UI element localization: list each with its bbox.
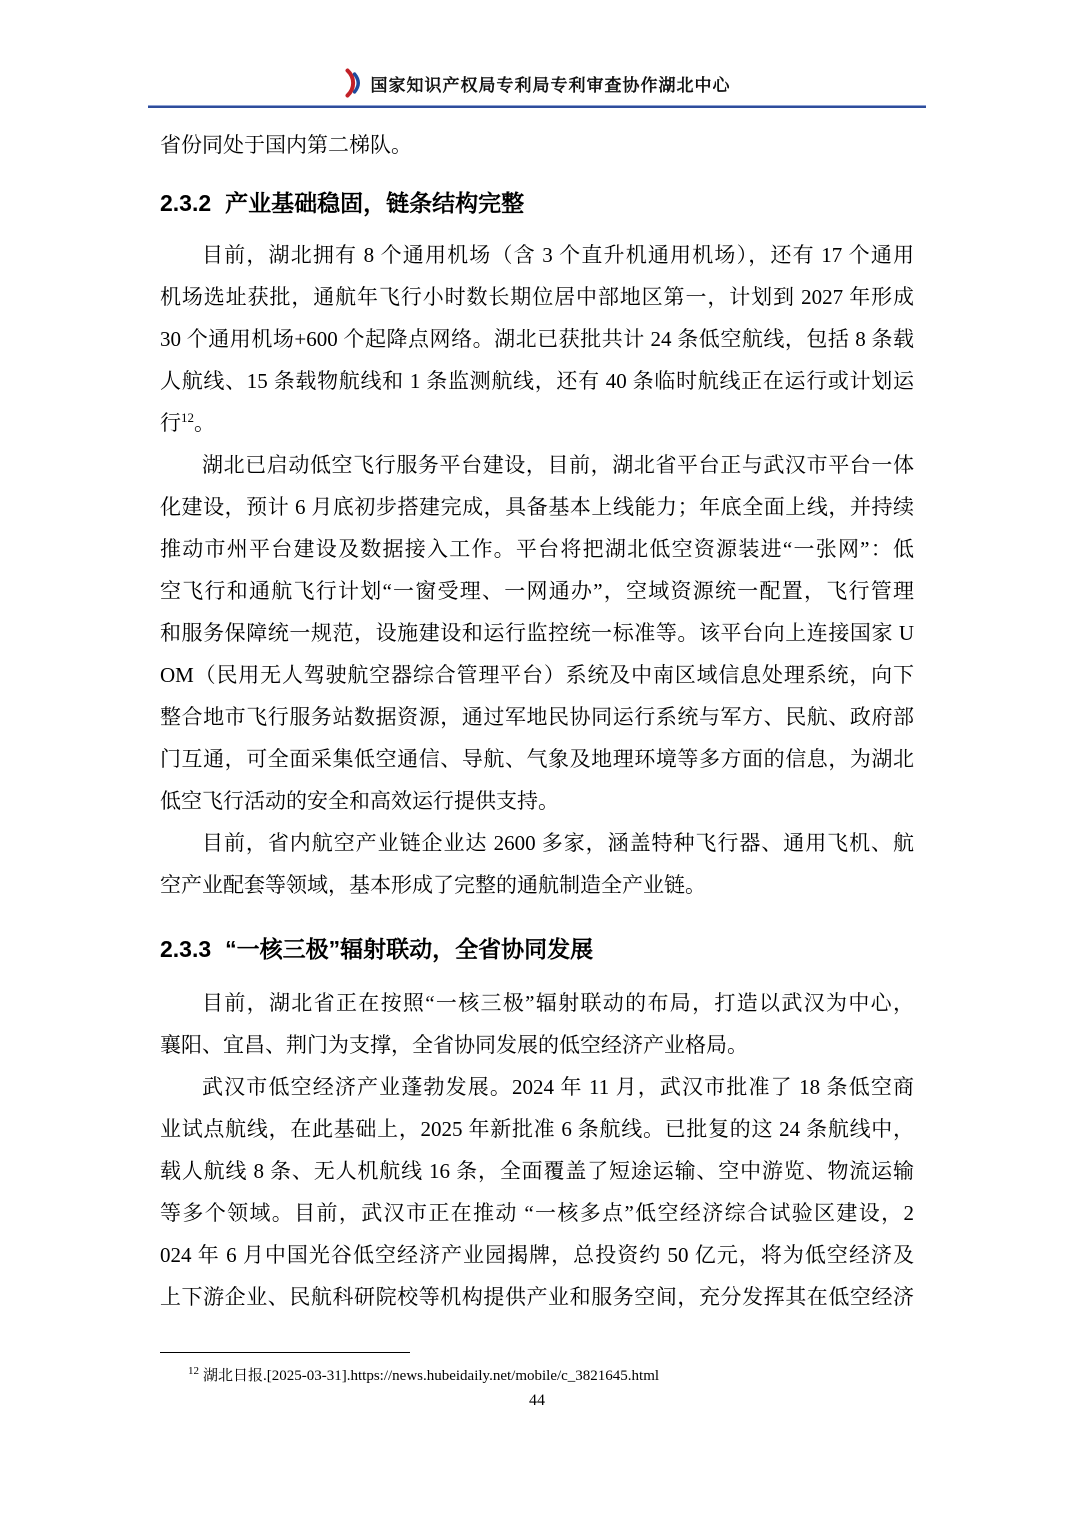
paragraph-line: 目前，省内航空产业链企业达 2600 多家，涵盖特种飞行器、通用飞机、航 (202, 831, 914, 855)
footnote-ref-superscript: 12 (181, 410, 194, 425)
paragraph-line: 整合地市飞行服务站数据资源，通过军地民协同运行系统与军方、民航、政府部 (160, 705, 914, 729)
paragraph-line: 空产业配套等领域，基本形成了完整的通航制造全产业链。 (160, 873, 706, 897)
paragraph-line: 人航线、15 条载物航线和 1 条监测航线，还有 40 条临时航线正在运行或计划运 (160, 369, 914, 393)
page-header (0, 0, 1074, 108)
section-heading-2-3-3 (160, 928, 914, 970)
header-rule (148, 105, 926, 108)
heading-number: 2.3.2 (160, 190, 212, 216)
paragraph-line: 30 个通用机场+600 个起降点网络。湖北已获批共计 24 条低空航线，包括 8 条载 (160, 327, 914, 351)
paragraph-line: 等多个领域。目前，武汉市正在推动 “一核多点”低空经济综合试验区建设，2 (160, 1201, 914, 1225)
footnote (188, 1364, 659, 1388)
paragraph-line: OM（民用无人驾驶航空器综合管理平台）系统及中南区域信息处理系统，向下 (160, 663, 914, 687)
paragraph-line: 上下游企业、民航科研院校等机构提供产业和服务空间，充分发挥其在低空经济 (160, 1285, 914, 1309)
paragraph-line: 低空飞行活动的安全和高效运行提供支持。 (160, 789, 559, 813)
paragraph-line: 推动市州平台建设及数据接入工作。平台将把湖北低空资源装进“一张网”：低 (160, 537, 914, 561)
paragraph-line: 门互通，可全面采集低空通信、导航、气象及地理环境等多方面的信息，为湖北 (160, 747, 914, 771)
sipo-logo-icon (344, 68, 362, 98)
paragraph-line: 目前，湖北拥有 8 个通用机场（含 3 个直升机通用机场），还有 17 个通用 (202, 243, 914, 267)
section-heading-2-3-2 (160, 182, 914, 224)
footnote-separator (160, 1352, 410, 1353)
heading-title: “一核三极”辐射联动，全省协同发展 (225, 936, 594, 962)
document-body (160, 124, 914, 1318)
paragraph-line: 襄阳、宜昌、荆门为支撑，全省协同发展的低空经济产业格局。 (160, 1033, 748, 1057)
page-number: 44 (529, 1392, 545, 1409)
line-text: 行 (160, 411, 181, 435)
footnote-text: 湖北日报.[2025-03-31].https://news.hubeidaily.net/mobile/c_3821645.html (203, 1368, 660, 1384)
header-org-title: 国家知识产权局专利局专利审查协作湖北中心 (370, 75, 731, 95)
footnote-marker: 12 (188, 1365, 199, 1377)
paragraph-line: 载人航线 8 条、无人机航线 16 条，全面覆盖了短途运输、空中游览、物流运输 (160, 1159, 914, 1183)
heading-title: 产业基础稳固，链条结构完整 (225, 190, 525, 216)
paragraph-line: 空飞行和通航飞行计划“一窗受理、一网通办”，空域资源统一配置，飞行管理 (160, 579, 914, 603)
line-text: 。 (194, 411, 215, 435)
paragraph-line: 湖北已启动低空飞行服务平台建设，目前，湖北省平台正与武汉市平台一体 (202, 453, 914, 477)
paragraph-line: 武汉市低空经济产业蓬勃发展。2024 年 11 月，武汉市批准了 18 条低空商 (202, 1075, 914, 1099)
paragraph-line: 业试点航线，在此基础上，2025 年新批准 6 条航线。已批复的这 24 条航线中， (160, 1117, 914, 1141)
paragraph-line: 化建设，预计 6 月底初步搭建完成，具备基本上线能力；年底全面上线，并持续 (160, 495, 914, 519)
heading-number: 2.3.3 (160, 936, 212, 962)
paragraph-line: 和服务保障统一规范，设施建设和运行监控统一标准等。该平台向上连接国家 U (160, 621, 914, 645)
paragraph-line: 目前，湖北省正在按照“一核三极”辐射联动的布局，打造以武汉为中心， (202, 991, 914, 1015)
paragraph-line-with-footnote-ref (160, 402, 914, 444)
paragraph-line: 024 年 6 月中国光谷低空经济产业园揭牌，总投资约 50 亿元，将为低空经济及 (160, 1243, 914, 1267)
paragraph-line: 机场选址获批，通航年飞行小时数长期位居中部地区第一，计划到 2027 年形成 (160, 285, 914, 309)
paragraph-line: 省份同处于国内第二梯队。 (160, 133, 412, 157)
